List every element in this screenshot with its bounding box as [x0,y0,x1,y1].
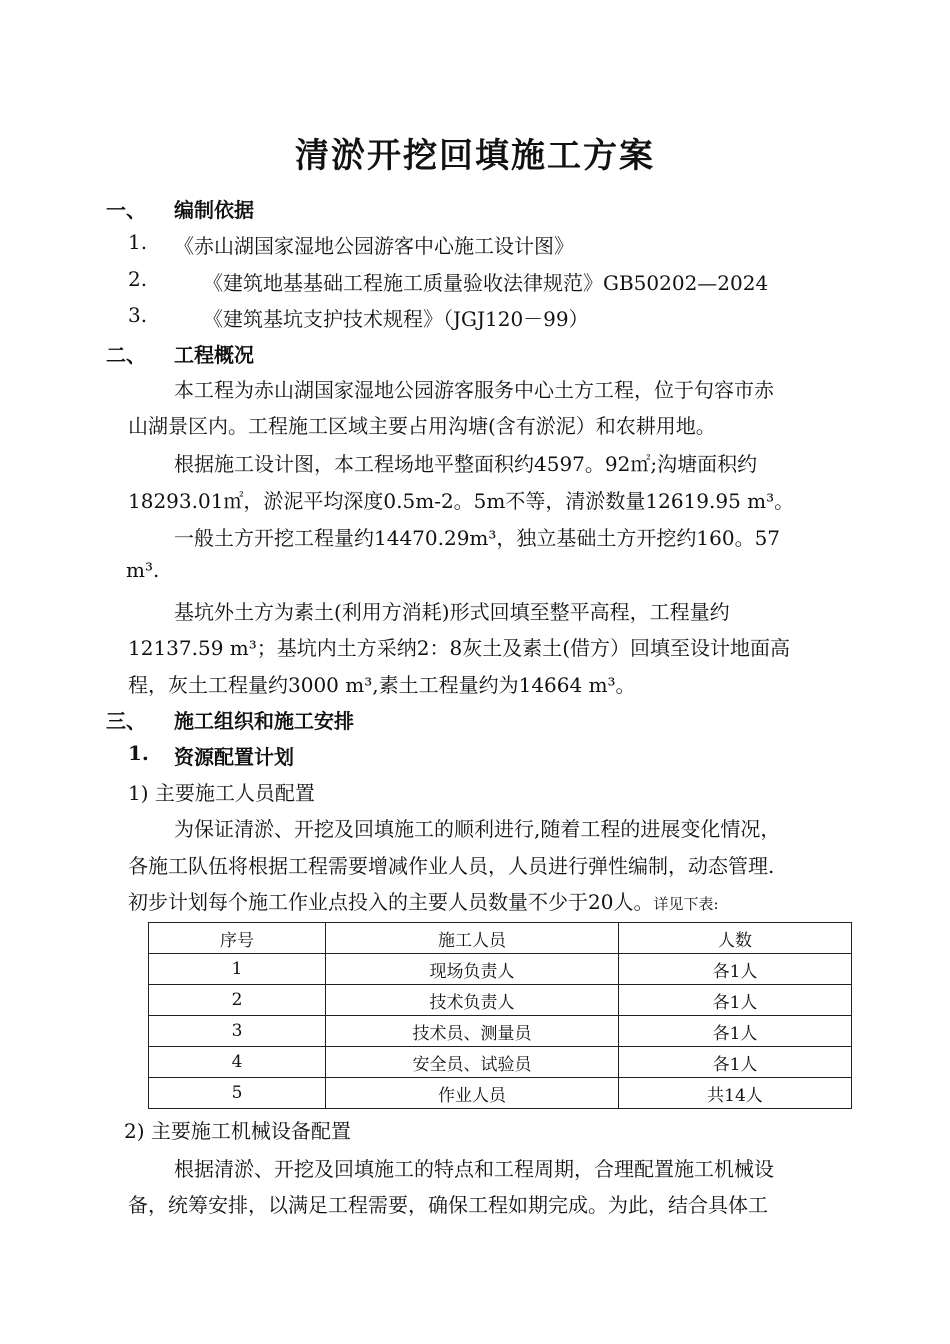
overview-line-7: 基坑外土方为素土(利用方消耗)形式回填至整平高程，工程量约 [174,600,730,624]
section-1-number: 一、 [106,198,146,222]
overview-line-3: 根据施工设计图，本工程场地平整面积约4597。92㎡;沟塘面积约 [174,452,758,476]
table-row [149,1078,852,1109]
overview-line-5: 一般土方开挖工程量约14470.29m³，独立基础土方开挖约160。57 [174,526,781,550]
table-cell: 安全员、试验员 [326,1047,619,1078]
section-2-title: 工程概况 [174,343,254,367]
table-cell: 3 [149,1016,326,1047]
overview-line-4: 18293.01㎡，淤泥平均深度0.5m-2。5m不等，清淤数量12619.95 m³。 [128,489,795,513]
section-3-number: 三、 [106,709,146,733]
staff-para-line-3 [128,886,719,915]
table-cell: 2 [149,985,326,1016]
equipment-para-line-2: 备，统筹安排，以满足工程需要，确保工程如期完成。为此，结合具体工 [128,1193,768,1217]
table-row [149,1047,852,1078]
overview-line-1: 本工程为赤山湖国家湿地公园游客服务中心土方工程，位于句容市赤 [174,378,774,402]
table-cell: 现场负责人 [326,954,619,985]
staff-para-line-2: 各施工队伍将根据工程需要增减作业人员，人员进行弹性编制，动态管理. [128,854,775,878]
item-1-heading: 1) 主要施工人员配置 [128,781,315,805]
table-reference-note: 详见下表: [653,895,719,913]
section-1-title: 编制依据 [174,198,254,222]
basis-2-text: 《建筑地基基础工程施工质量验收法律规范》GB50202—2024 [203,271,769,295]
basis-2-number: 2. [128,267,148,291]
column-header-staff: 施工人员 [326,923,619,954]
table-cell: 技术负责人 [326,985,619,1016]
table-cell: 技术员、测量员 [326,1016,619,1047]
overview-line-6: m³. [126,558,160,582]
staff-table [148,922,852,1109]
table-cell: 各1人 [619,1016,852,1047]
item-2-heading: 2) 主要施工机械设备配置 [124,1119,351,1143]
staff-para-line-3-text: 初步计划每个施工作业点投入的主要人员数量不少于20人。 [128,890,654,914]
table-cell: 各1人 [619,1047,852,1078]
overview-line-2: 山湖景区内。工程施工区域主要占用沟塘(含有淤泥）和农耕用地。 [128,414,716,438]
basis-3-number: 3. [128,303,148,327]
page-title: 清淤开挖回填施工方案 [295,136,655,176]
subsection-1-title: 资源配置计划 [174,745,294,769]
basis-3-text: 《建筑基坑支护技术规程》（JGJ120－99） [203,307,589,331]
table-cell: 1 [149,954,326,985]
section-2-number: 二、 [106,343,146,367]
table-row [149,985,852,1016]
column-header-number: 序号 [149,923,326,954]
table-cell: 共14人 [619,1078,852,1109]
table-cell: 5 [149,1078,326,1109]
table-cell: 作业人员 [326,1078,619,1109]
overview-line-9: 程，灰土工程量约3000 m³,素土工程量约为14664 m³。 [128,673,636,697]
table-row [149,1016,852,1047]
table-header-row [149,923,852,954]
basis-1-text: 《赤山湖国家湿地公园游客中心施工设计图》 [174,234,574,258]
overview-line-8: 12137.59 m³；基坑内土方采纳2：8灰土及素土(借方）回填至设计地面高 [128,636,791,660]
table-row [149,954,852,985]
table-cell: 各1人 [619,985,852,1016]
basis-1-number: 1. [128,230,148,254]
table-cell: 4 [149,1047,326,1078]
equipment-para-line-1: 根据清淤、开挖及回填施工的特点和工程周期，合理配置施工机械设 [174,1157,774,1181]
staff-para-line-1: 为保证清淤、开挖及回填施工的顺利进行,随着工程的进展变化情况， [174,817,781,841]
subsection-1-number: 1. [128,741,149,765]
column-header-count: 人数 [619,923,852,954]
table-cell: 各1人 [619,954,852,985]
section-3-title: 施工组织和施工安排 [174,709,354,733]
